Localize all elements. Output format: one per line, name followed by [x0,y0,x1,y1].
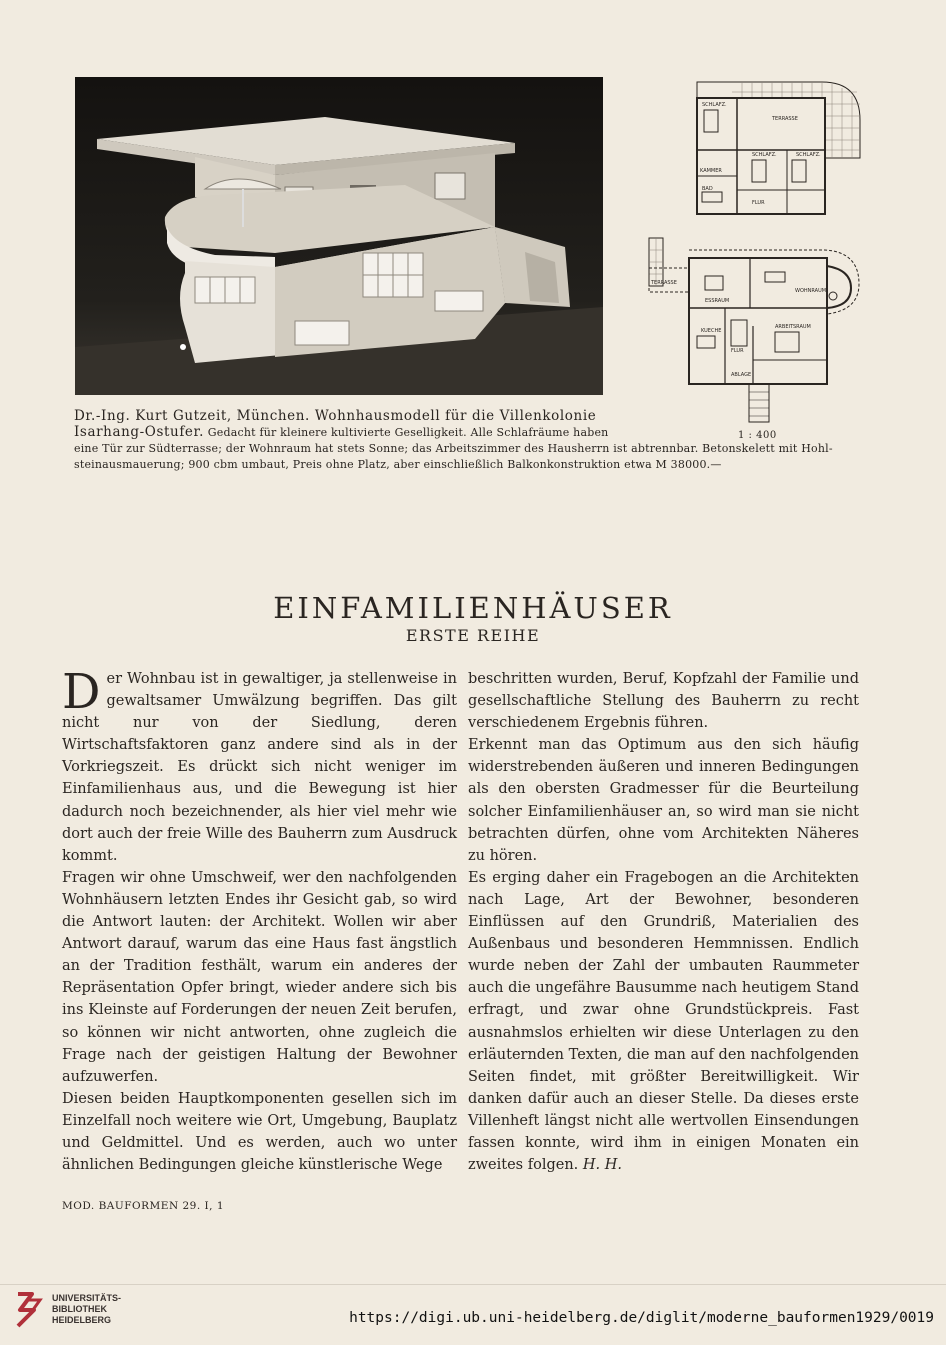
library-name-line: BIBLIOTHEK [52,1304,107,1314]
caption-line-3: eine Tür zur Südterrasse; der Wohnraum hat stets Sonne; das Arbeitszimmer des Hausherrn ist abtrennbar. Betonskelett mit Hohl- [74,442,833,455]
paragraph: Fragen wir ohne Umschweif, wer den nachfolgenden Wohnhäusern letzten Endes ihr Gesicht gab, so wird die Antwort lauten: der Architekt. Wollen wir aber Antwort darauf, warum das eine Haus fast ängstlich an der Tradition festhält, warum ein anderes der Repräsentation Opfer bringt, wieder andere sich bis ins Kleinste auf Forderungen der neuen Zeit berufen, so können wir nicht antworten, ohne zugleich die Frage nach der geistigen Haltung der Bewohner aufzuwerfen. [62,869,457,1085]
ground-floor-plan-drawing [645,236,865,426]
plan-label: SCHLAFZ. [752,152,777,158]
plan-label: SCHLAFZ. [702,102,727,108]
page-title: EINFAMILIENHÄUSER [273,591,673,626]
caption-description: Gedacht für kleinere kultivierte Geselligkeit. Alle Schlafräume haben [207,426,609,439]
source-url-link[interactable]: https://digi.ub.uni-heidelberg.de/diglit/moderne_bauformen1929/0019 [349,1310,934,1326]
paragraph-text: Es erging daher ein Fragebogen an die Architekten nach Lage, Art der Bewohner, besonderen Einflüssen auf den Grundriß, Materialien des Außenbaus und besonderen Hemmnissen. Endlich wurde neben der Zahl der umbauten Raummeter auch die ungefähre Bausumme nach heutigem Stand erfragt, und zwar ohne Grundstückpreis. Fast ausnahmslos erhielten wir diese Unterlagen zu den erläuternden Texten, die man auf den nachfolgenden Seiten findet, mit größter Bereitwilligkeit. Wir danken dafür auch an dieser Stelle. Da dieses erste Villenheft längst nicht alle wertvollen Einsendungen fassen konnte, wird ihm in einigen Monaten ein zweites folgen. [468,869,859,1174]
plan-label: TERRASSE [651,280,677,286]
plan-label: WOHNRAUM [795,288,827,294]
ground-floor-plan [645,236,865,426]
paragraph: beschritten wurden, Beruf, Kopfzahl der Familie und gesellschaftliche Stellung des Bauherrn zu recht verschiedenem Ergebnis führen. [468,671,859,732]
figure-caption [74,408,874,473]
page-subtitle: ERSTE REIHE [405,626,541,645]
house-model-illustration [75,77,603,395]
paragraph: Erkennt man das Optimum aus den sich häufig widerstrebenden äußeren und inneren Bedingungen als den obersten Gradmesser für die Beurteilung solcher Einfamilienhäuser an, so wird man sie nicht betrachten dürfen, ohne vom Architekten Näheres zu hören. [468,737,859,864]
plan-label: FLUR [752,200,765,206]
paragraph [468,867,859,1176]
plan-label: KAMMER [700,168,722,174]
paragraph-text: er Wohnbau ist in gewaltiger, ja stellenweise in gewaltsamer Umwälzung begriffen. Das gilt nicht nur von der Siedlung, deren Wirtschaftsfaktoren ganz andere sind als in der Vorkriegszeit. Es drückt sich nicht weniger im Einfamilienhaus aus, und die Bewegung ist hier dadurch noch bezeichnender, als hier viel mehr wie dort auch der freie Wille des Bauherrn zum Ausdruck kommt. [62,671,457,864]
drop-cap: D [62,664,101,720]
caption-line-4: steinausmauerung; 900 cbm umbaut, Preis ohne Platz, aber einschließlich Balkonkonstruktion etwa M 38000.— [74,458,722,471]
plan-label: KUECHE [701,328,722,334]
caption-line-2 [74,424,874,441]
library-name-line: HEIDELBERG [52,1315,112,1325]
right-column [468,668,859,1176]
left-column [62,664,457,1176]
plan-scale: 1 : 400 [738,430,777,441]
caption-line-1: Dr.-Ing. Kurt Gutzeit, München. Wohnhausmodell für die Villenkolonie [74,408,597,424]
plan-label: BAD [702,186,713,192]
plan-label: ABLAGE [731,372,752,378]
house-model-photo [75,77,603,395]
upper-floor-plan-drawing [692,80,862,220]
plan-label: ARBEITSRAUM [775,324,811,330]
journal-reference: MOD. BAUFORMEN 29. I, 1 [62,1200,225,1212]
caption-location: Isarhang-Ostufer. [74,424,204,440]
upper-floor-plan [692,80,862,220]
library-name[interactable] [52,1293,121,1326]
paragraph [62,664,457,867]
plan-label: ESSRAUM [705,298,730,304]
paragraph: Diesen beiden Hauptkomponenten gesellen sich im Einzelfall noch weitere wie Ort, Umgebung, Bauplatz und Geldmittel. Und es werden, auch wo unter ähnlichen Bedingungen gleiche künstlerische Wege [62,1090,457,1174]
library-logo-icon[interactable] [10,1290,46,1330]
plan-label: TERRASSE [772,116,798,122]
author-signature: H. H. [582,1157,623,1174]
library-name-line: UNIVERSITÄTS- [52,1293,122,1303]
plan-label: FLUR [731,348,744,354]
plan-label: SCHLAFZ. [796,152,821,158]
